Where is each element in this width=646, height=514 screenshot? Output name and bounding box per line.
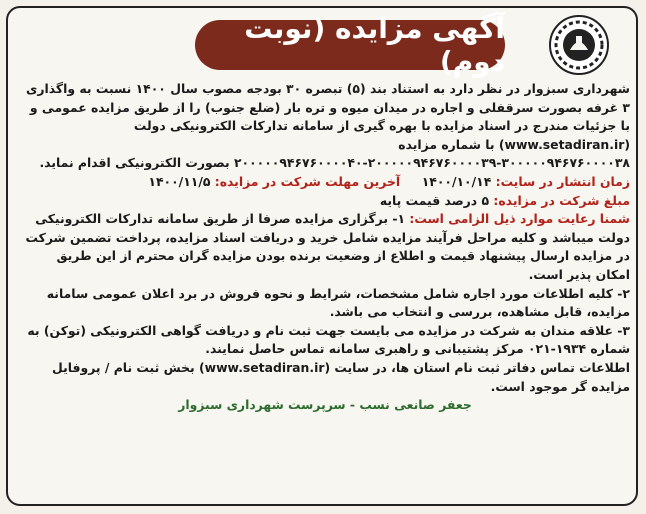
item-1-text: ۱- برگزاری مزایده صرفا از طریق سامانه تدارکات الکترونیکی دولت میباشد و کلیه مراحل فرآیند مزایده شامل خرید و دریافت اسناد مزایده، پرداخت تضمین شرکت در مزایده ارسال پیشنهاد قیمت و اطلاع از وضعیت برنده بودن مزایده گران محترم از این طریق امکان پذیر است. (25, 211, 630, 282)
publish-label: زمان انتشار در سایت: (495, 173, 630, 189)
mandatory-label: شمنا رعایت موارد ذیل الزامی است: (409, 211, 630, 227)
contact-line: اطلاعات تماس دفاتر ثبت نام استان ها، در سایت (www.setadiran.ir) بخش ثبت نام / پروفایل مزایده گر موجود است. (52, 359, 630, 394)
publish-date: ۱۴۰۰/۱۰/۱۴ (421, 173, 492, 189)
deposit-label: مبلغ شرکت در مزایده: (493, 192, 630, 208)
signature: جعفر صانعی نسب - سرپرست شهرداری سبزوار (178, 397, 472, 413)
notice-header (10, 10, 636, 80)
dates-line (20, 173, 630, 192)
item-2: ۲- کلیه اطلاعات مورد اجاره شامل مشخصات، شرایط و نحوه فروش در برد اعلان عمومی سامانه مزایده، قابل مشاهده، بررسی و انتخاب می باشد. (46, 285, 630, 320)
deadline-date: ۱۴۰۰/۱۱/۵ (148, 173, 211, 189)
deposit-value: ۵ درصد قیمت پایه (379, 192, 490, 208)
deadline-label: آخرین مهلت شرکت در مزایده: (214, 173, 401, 189)
item-3: ۳- علاقه مندان به شرکت در مزایده می بایست جهت ثبت نام و دریافت گواهی الکترونیکی (توکن) به شماره ۱۹۳۴-۰۲۱ مرکز پشتیبانی و راهبری سامانه تماس حاصل نمایند. (27, 322, 630, 357)
item-1 (20, 210, 630, 284)
notice (10, 10, 636, 504)
notice-body (20, 80, 630, 415)
notice-title: آگهی مزایده (نوبت دوم) (195, 20, 505, 70)
intro-paragraph: شهرداری سبزوار در نظر دارد به استناد بند (۵) تبصره ۳۰ بودجه مصوب سال ۱۴۰۰ نسبت به واگذاری ۳ غرفه بصورت سرقفلی و اجاره در میدان میوه و تره بار (ضلع جنوب) را از طریق مزایده عمومی و با جزئیات مندرج در اسناد مزایده با بهره گیری از سامانه تدارکات الکترونیکی دولت (www.setadiran.ir) با شماره مزایده ۳۰۰۰۰۰۹۴۶۷۶۰۰۰۰۳۸-۲۰۰۰۰۰۹۴۶۷۶۰۰۰۰۳۹-۲۰۰۰۰۰۹۴۶۷۶۰۰۰۰۴۰ بصورت الکترونیکی اقدام نماید. (26, 81, 630, 171)
municipality-emblem-icon (548, 14, 610, 76)
deposit-line (20, 192, 630, 211)
